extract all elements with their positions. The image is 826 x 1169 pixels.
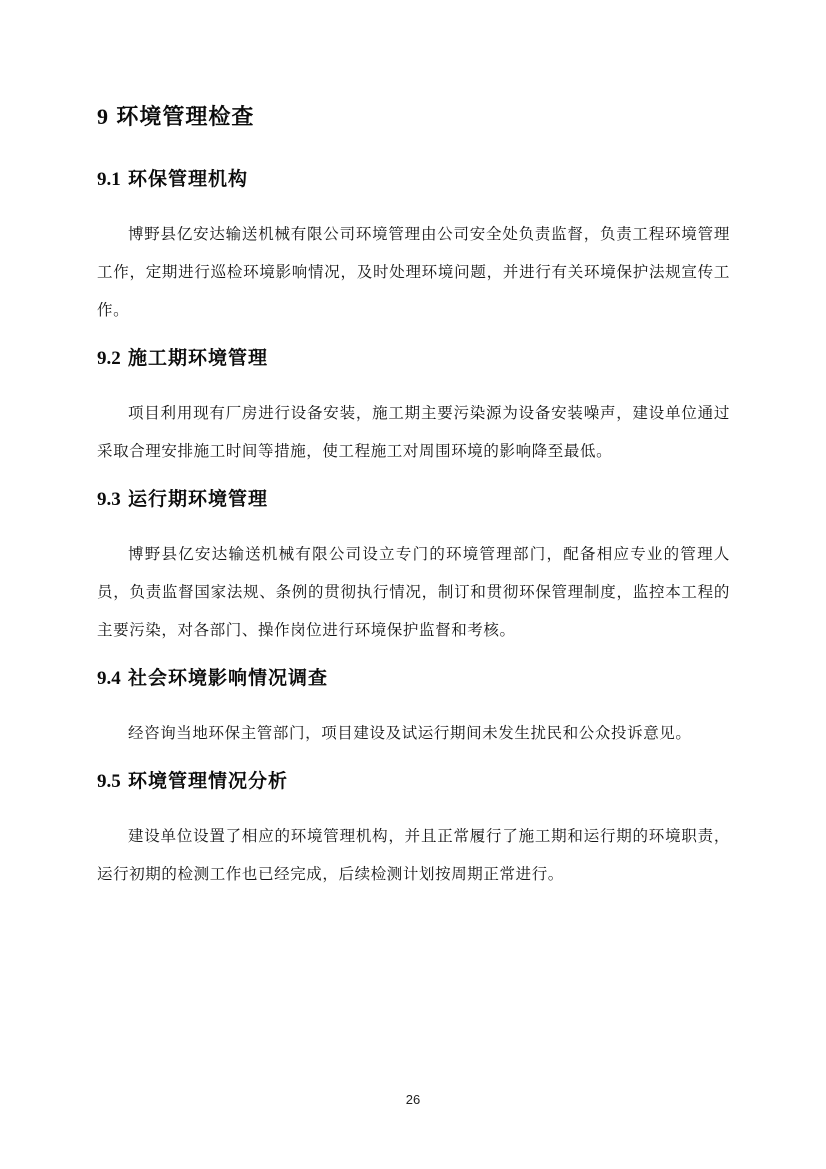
section-number: 9.5 bbox=[97, 771, 121, 792]
paragraph-9-1: 博野县亿安达输送机械有限公司环境管理由公司安全处负责监督，负责工程环境管理工作，定期进行巡检环境影响情况，及时处理环境问题，并进行有关环境保护法规宣传工作。 bbox=[97, 226, 730, 319]
section-heading-9-1 bbox=[97, 167, 730, 192]
section-heading-9-2 bbox=[97, 346, 730, 371]
section-title: 环保管理机构 bbox=[127, 169, 248, 190]
section-title: 社会环境影响情况调查 bbox=[127, 668, 328, 689]
chapter-heading bbox=[97, 102, 730, 131]
section-number: 9.3 bbox=[97, 489, 121, 510]
section-heading-9-5 bbox=[97, 769, 730, 794]
section-number: 9.1 bbox=[97, 169, 121, 190]
section-number: 9.2 bbox=[97, 348, 121, 369]
section-heading-9-3 bbox=[97, 487, 730, 512]
section-title: 施工期环境管理 bbox=[127, 348, 268, 369]
section-heading-9-4 bbox=[97, 666, 730, 691]
paragraph-9-3: 博野县亿安达输送机械有限公司设立专门的环境管理部门，配备相应专业的管理人员，负责监督国家法规、条例的贯彻执行情况，制订和贯彻环保管理制度，监控本工程的主要污染，对各部门、操作岗位进行环境保护监督和考核。 bbox=[97, 546, 730, 639]
chapter-title: 环境管理检查 bbox=[116, 104, 255, 129]
section-title: 运行期环境管理 bbox=[127, 489, 268, 510]
paragraph-9-4: 经咨询当地环保主管部门，项目建设及试运行期间未发生扰民和公众投诉意见。 bbox=[128, 725, 692, 742]
section-number: 9.4 bbox=[97, 668, 121, 689]
paragraph-9-2: 项目利用现有厂房进行设备安装，施工期主要污染源为设备安装噪声，建设单位通过采取合理安排施工时间等措施，使工程施工对周围环境的影响降至最低。 bbox=[97, 405, 730, 460]
chapter-number: 9 bbox=[97, 104, 108, 129]
section-title: 环境管理情况分析 bbox=[127, 771, 288, 792]
paragraph-9-5: 建设单位设置了相应的环境管理机构，并且正常履行了施工期和运行期的环境职责，运行初期的检测工作也已经完成，后续检测计划按周期正常进行。 bbox=[97, 828, 730, 883]
page-number: 26 bbox=[405, 1092, 421, 1107]
